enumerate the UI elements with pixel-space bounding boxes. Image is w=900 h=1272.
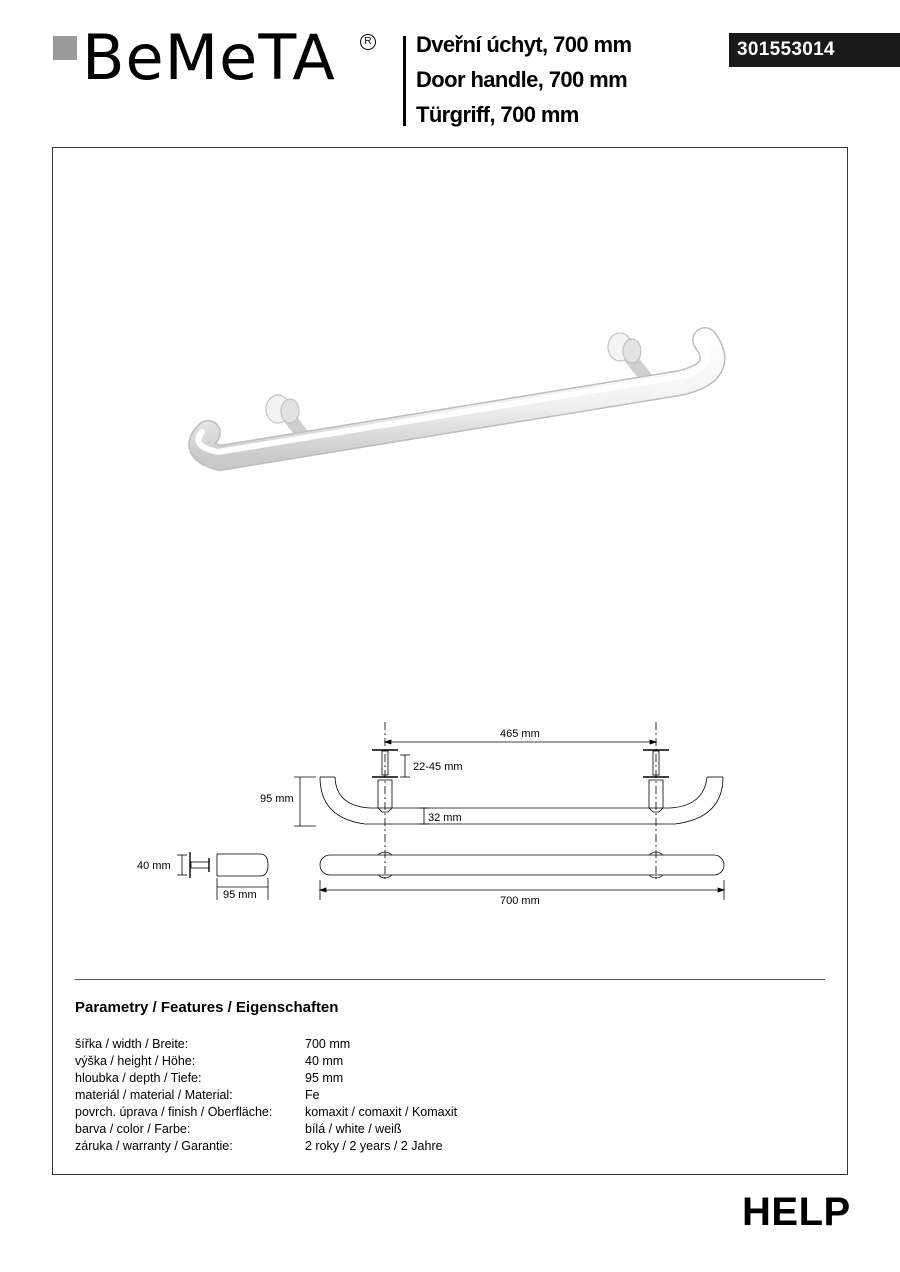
spec-value: 40 mm — [305, 1054, 344, 1068]
spec-value: bílá / white / weiß — [305, 1122, 402, 1136]
spec-value: komaxit / comaxit / Komaxit — [305, 1105, 458, 1119]
brand-logo: BeMeTA — [82, 21, 336, 94]
content-frame — [52, 147, 848, 1175]
dim-95-side: 95 mm — [260, 793, 294, 805]
spec-label: hloubka / depth / Tiefe: — [75, 1071, 202, 1085]
dim-95-bottom: 95 mm — [223, 889, 257, 901]
dim-465: 465 mm — [500, 728, 540, 740]
dim-32: 32 mm — [428, 812, 462, 824]
logo-square — [53, 36, 77, 60]
spec-value: 95 mm — [305, 1071, 344, 1085]
dim-40: 40 mm — [137, 860, 171, 872]
spec-label: záruka / warranty / Garantie: — [75, 1139, 233, 1153]
title-de: Türgriff, 700 mm — [416, 102, 579, 127]
series-name: HELP — [742, 1190, 851, 1234]
spec-label: šířka / width / Breite: — [75, 1037, 189, 1051]
spec-label: výška / height / Höhe: — [75, 1054, 196, 1068]
spec-row — [75, 1104, 457, 1121]
section-divider — [75, 979, 825, 980]
dim-22-45: 22-45 mm — [413, 761, 463, 773]
header-separator — [403, 36, 406, 126]
spec-label: materiál / material / Material: — [75, 1088, 233, 1102]
technical-drawing — [120, 710, 760, 925]
title-en: Door handle, 700 mm — [416, 67, 628, 92]
spec-label: barva / color / Farbe: — [75, 1122, 191, 1136]
title-cz: Dveřní úchyt, 700 mm — [416, 32, 632, 57]
spec-row — [75, 1121, 402, 1138]
spec-value: Fe — [305, 1088, 320, 1102]
spec-row — [75, 1053, 343, 1070]
spec-row — [75, 1138, 443, 1155]
spec-label: povrch. úprava / finish / Oberfläche: — [75, 1105, 273, 1119]
spec-row — [75, 1087, 320, 1104]
product-code: 301553014 — [729, 33, 900, 67]
dim-700: 700 mm — [500, 895, 540, 907]
spec-row — [75, 1070, 343, 1087]
features-title: Parametry / Features / Eigenschaften — [75, 999, 339, 1016]
spec-value: 2 roky / 2 years / 2 Jahre — [305, 1139, 443, 1153]
spec-row — [75, 1036, 350, 1053]
product-photo — [180, 310, 750, 510]
registered-mark: R — [360, 34, 376, 50]
spec-value: 700 mm — [305, 1037, 351, 1051]
